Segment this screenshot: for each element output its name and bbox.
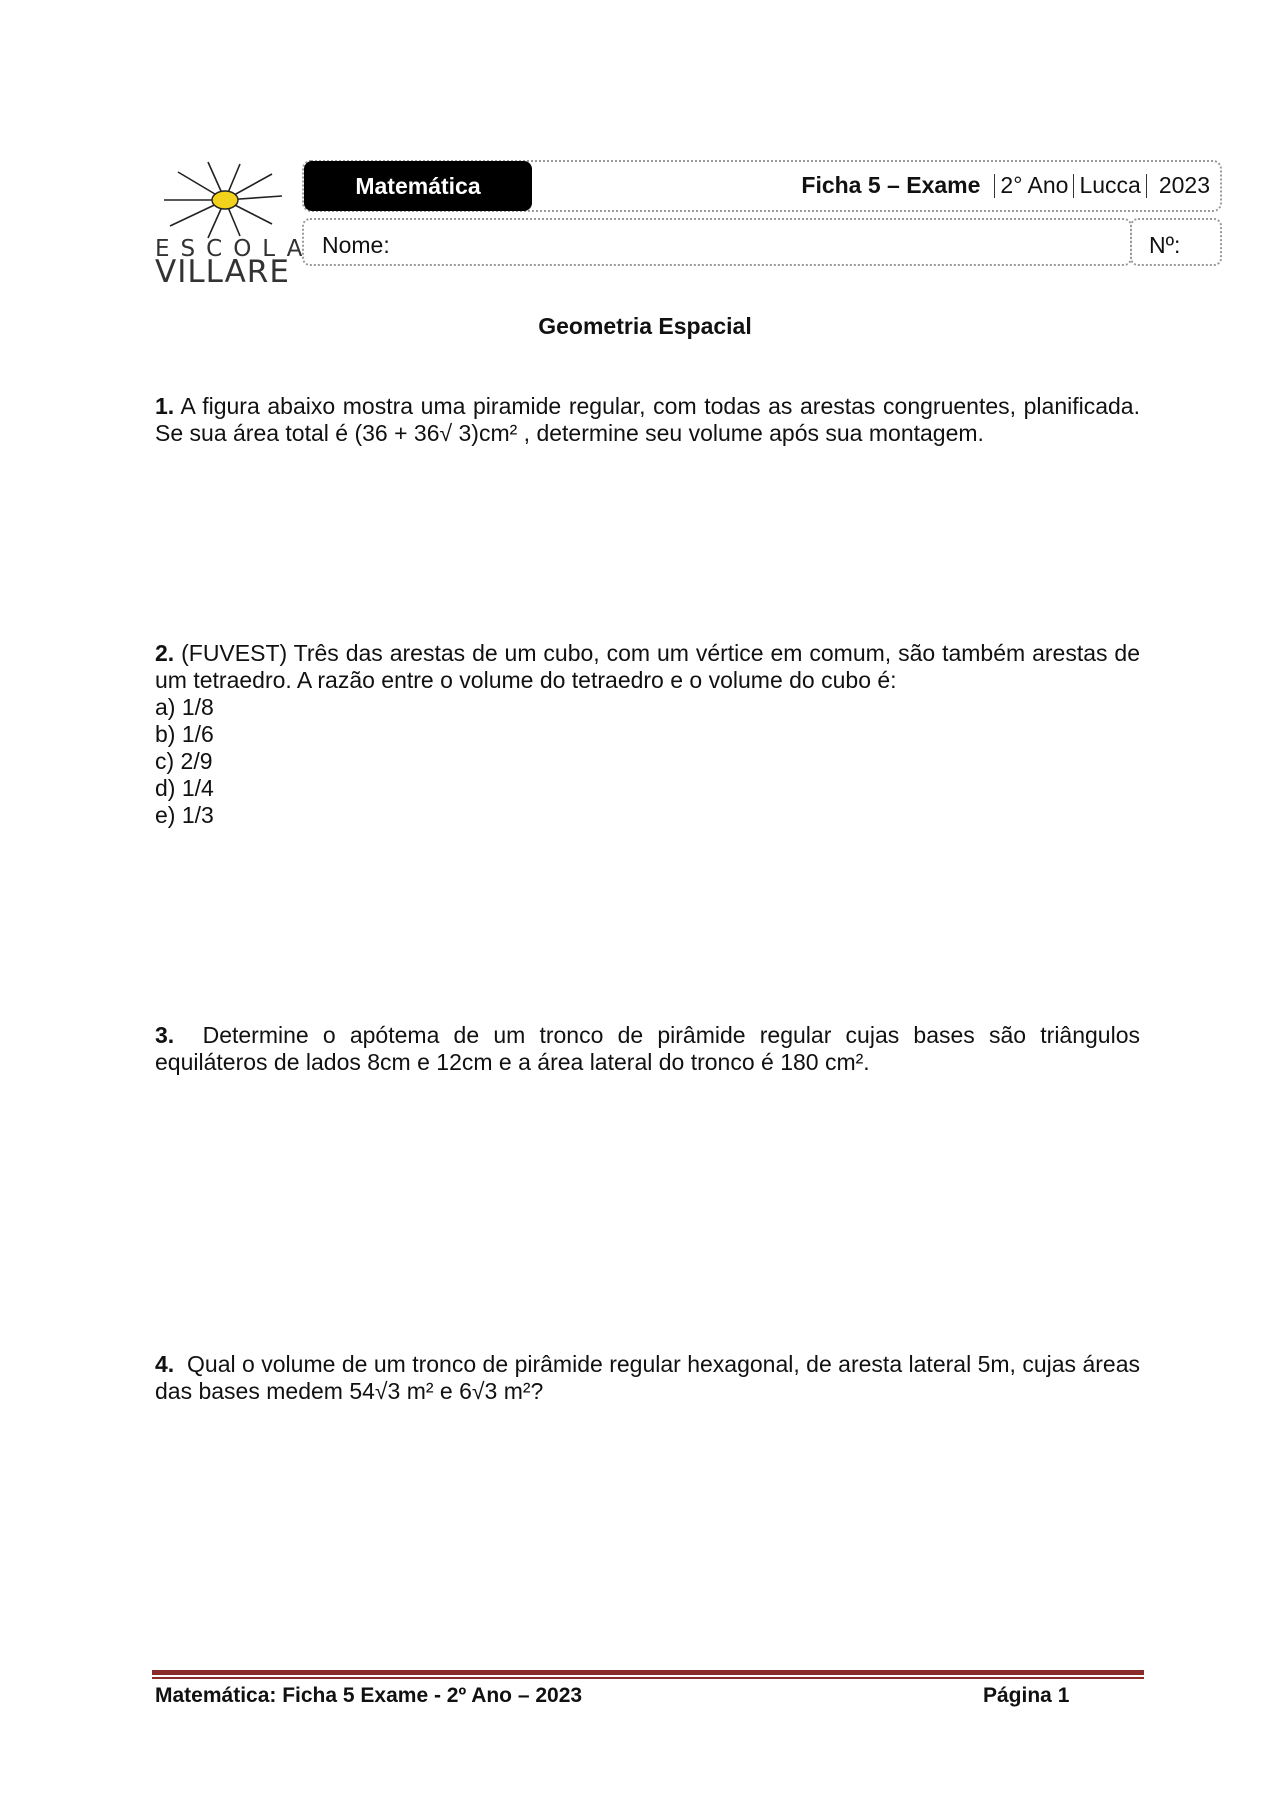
footer-text: Matemática: Ficha 5 Exame - 2º Ano – 2023 bbox=[155, 1684, 583, 1707]
question-2-options bbox=[155, 694, 214, 829]
number-label: Nº: bbox=[1149, 232, 1181, 258]
question-number: 2. bbox=[155, 640, 175, 666]
sheet-title: Ficha 5 – Exame bbox=[801, 172, 981, 198]
option-c: c) 2/9 bbox=[155, 748, 213, 774]
question-1 bbox=[155, 393, 1140, 447]
question-number: 1. bbox=[155, 393, 175, 419]
name-label: Nome: bbox=[322, 232, 390, 258]
subject-label: Matemática bbox=[304, 161, 532, 211]
question-text: Determine o apótema de um tronco de pirâmide regular cujas bases são triângulos equiláteros de lados 8cm e 12cm e a área lateral do tronco é 180 cm². bbox=[155, 1022, 1140, 1075]
sun-icon bbox=[150, 160, 300, 240]
page-title: Geometria Espacial bbox=[538, 313, 752, 339]
separator bbox=[994, 174, 995, 198]
teacher-label: Lucca bbox=[1079, 172, 1141, 198]
option-a: a) 1/8 bbox=[155, 694, 214, 720]
page-number: Página 1 bbox=[983, 1684, 1070, 1707]
question-text: (FUVEST) Três das arestas de um cubo, com um vértice em comum, são também arestas de um tetraedro. A razão entre o volume do tetraedro e o volume do cubo é: bbox=[155, 640, 1141, 693]
question-text: Qual o volume de um tronco de pirâmide regular hexagonal, de aresta lateral 5m, cujas áreas das bases medem 54√3 m² e 6√3 m²? bbox=[155, 1351, 1141, 1404]
footer-rule bbox=[152, 1677, 1144, 1679]
option-d: d) 1/4 bbox=[155, 775, 214, 801]
option-e: e) 1/3 bbox=[155, 802, 214, 828]
question-number: 4. bbox=[155, 1351, 175, 1377]
question-3 bbox=[155, 1022, 1140, 1076]
question-text: A figura abaixo mostra uma piramide regular, com todas as arestas congruentes, planificada. Se sua área total é (36 + 36√ 3)cm² , determine seu volume após sua montagem. bbox=[155, 393, 1140, 446]
option-b: b) 1/6 bbox=[155, 721, 214, 747]
sheet-info bbox=[801, 172, 1210, 199]
separator bbox=[1073, 174, 1074, 198]
name-field[interactable] bbox=[302, 218, 1132, 266]
year-label: 2023 bbox=[1158, 172, 1210, 198]
question-4 bbox=[155, 1351, 1140, 1405]
logo-text-villare: VILLARE bbox=[155, 254, 290, 290]
question-2 bbox=[155, 640, 1140, 694]
separator bbox=[1146, 174, 1147, 198]
question-number: 3. bbox=[155, 1022, 175, 1048]
grade-label: 2° Ano bbox=[1000, 172, 1069, 198]
footer-rule bbox=[152, 1670, 1144, 1675]
logo-text-escola: ESCOLA bbox=[155, 236, 314, 262]
